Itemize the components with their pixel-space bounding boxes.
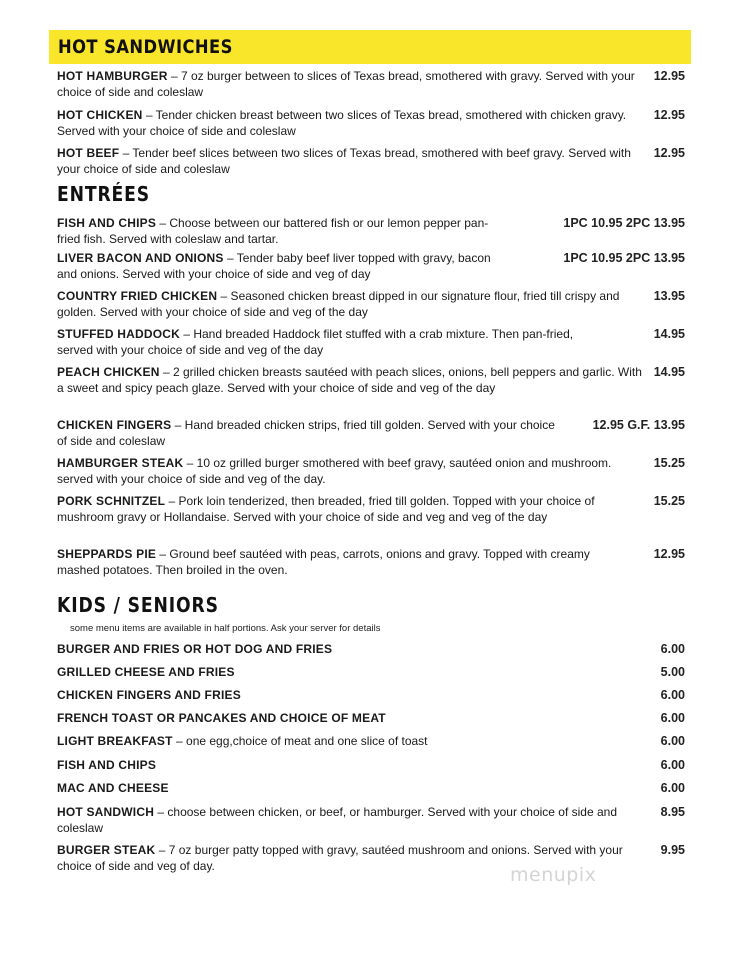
item-name: HOT BEEF: [57, 146, 120, 160]
menu-item-liver-bacon-onions: [57, 251, 687, 282]
item-price: 14.95: [648, 365, 685, 381]
item-name: COUNTRY FRIED CHICKEN: [57, 289, 218, 303]
menu-item-chicken-fingers-fries: [57, 688, 687, 704]
menu-item-chicken-fingers: [57, 418, 687, 449]
item-price: 6.00: [655, 711, 685, 727]
item-name: HAMBURGER STEAK: [57, 456, 184, 470]
item-price: 9.95: [655, 843, 685, 859]
item-price: 8.95: [655, 805, 685, 821]
item-description: – Ground beef sautéed with peas, carrots, onions and gravy. Topped with creamy mashed potatoes. Then broiled in the oven.: [57, 547, 590, 577]
item-description: – 2 grilled chicken breasts sautéed with peach slices, onions, bell peppers and garlic. With a sweet and spicy peach glaze. Served with your choice of side and veg of the day: [57, 365, 642, 395]
item-name: PORK SCHNITZEL: [57, 494, 166, 508]
menu-item-pork-schnitzel: [57, 494, 687, 525]
menu-item-light-breakfast: [57, 734, 687, 750]
menu-item-hot-hamburger: [57, 69, 687, 100]
item-name: HOT SANDWICH: [57, 805, 155, 819]
item-price: 5.00: [655, 665, 685, 681]
menu-item-burger-hotdog-fries: [57, 642, 687, 658]
item-description: – Hand breaded chicken strips, fried till golden. Served with your choice of side and coleslaw: [57, 418, 555, 448]
item-name: CHICKEN FINGERS AND FRIES: [57, 688, 241, 702]
item-description: – Pork loin tenderized, then breaded, fried till golden. Topped with your choice of mushroom gravy or Hollandaise. Served with your choice of side and veg and veg of the day: [57, 494, 595, 524]
item-price: 12.95 G.F. 13.95: [587, 418, 685, 434]
menu-item-kids-fish-and-chips: [57, 758, 687, 774]
item-name: LIGHT BREAKFAST: [57, 734, 173, 748]
menu-item-grilled-cheese-fries: [57, 665, 687, 681]
menu-item-stuffed-haddock: [57, 327, 687, 358]
hot-sandwiches-title: HOT SANDWICHES: [58, 36, 233, 58]
item-price: 12.95: [648, 547, 685, 563]
menu-item-mac-and-cheese: [57, 781, 687, 797]
item-price: 14.95: [648, 327, 685, 343]
item-name: FRENCH TOAST OR PANCAKES AND CHOICE OF MEAT: [57, 711, 386, 725]
item-description: – 10 oz grilled burger smothered with beef gravy, sautéed onion and mushroom. served with your choice of side and veg of the day.: [57, 456, 612, 486]
item-description: – 7 oz burger patty topped with gravy, sautéed mushroom and onions. Served with your choice of side and veg of day.: [57, 843, 623, 873]
item-description: – Seasoned chicken breast dipped in our signature flour, fried till crispy and golden. Served with your choice of side and veg of the day: [57, 289, 620, 319]
menu-item-hot-beef: [57, 146, 687, 177]
item-price: 12.95: [648, 146, 685, 162]
item-price: 15.25: [648, 494, 685, 510]
item-price: 6.00: [655, 734, 685, 750]
item-price: 6.00: [655, 758, 685, 774]
item-name: CHICKEN FINGERS: [57, 418, 172, 432]
menu-item-fish-and-chips: [57, 216, 687, 247]
menu-item-hamburger-steak: [57, 456, 687, 487]
item-price: 12.95: [648, 108, 685, 124]
item-description: – one egg,choice of meat and one slice of toast: [172, 734, 428, 748]
item-price: 1PC 10.95 2PC 13.95: [557, 251, 685, 267]
item-description: – Hand breaded Haddock filet stuffed with a crab mixture. Then pan-fried, served with your choice of side and veg of the day: [57, 327, 574, 357]
item-name: STUFFED HADDOCK: [57, 327, 180, 341]
item-name: SHEPPARDS PIE: [57, 547, 157, 561]
item-name: BURGER AND FRIES OR HOT DOG AND FRIES: [57, 642, 333, 656]
item-name: LIVER BACON AND ONIONS: [57, 251, 224, 265]
item-name: FISH AND CHIPS: [57, 758, 157, 772]
menu-item-country-fried-chicken: [57, 289, 687, 320]
item-description: – Choose between our battered fish or our lemon pepper pan-fried fish. Served with coleslaw and tartar.: [57, 216, 489, 246]
item-name: HOT CHICKEN: [57, 108, 143, 122]
menupix-watermark: menupix: [510, 864, 597, 886]
item-price: 6.00: [655, 642, 685, 658]
item-name: HOT HAMBURGER: [57, 69, 168, 83]
kids-seniors-note: some menu items are available in half portions. Ask your server for details: [70, 623, 381, 634]
item-description: – Tender chicken breast between two slices of Texas bread, smothered with chicken gravy. Served with your choice of side and coleslaw: [57, 108, 627, 138]
menu-item-hot-chicken: [57, 108, 687, 139]
item-description: – Tender baby beef liver topped with gravy, bacon and onions. Served with your choice of side and veg of day: [57, 251, 491, 281]
item-price: 6.00: [655, 688, 685, 704]
item-name: FISH AND CHIPS: [57, 216, 157, 230]
entrees-title: ENTRÉES: [57, 182, 151, 206]
item-price: 12.95: [648, 69, 685, 85]
kids-seniors-title: KIDS / SENIORS: [57, 593, 219, 617]
hot-sandwiches-banner: [49, 30, 691, 64]
item-name: PEACH CHICKEN: [57, 365, 160, 379]
menu-item-french-toast-pancakes: [57, 711, 687, 727]
item-name: GRILLED CHEESE AND FRIES: [57, 665, 235, 679]
item-price: 1PC 10.95 2PC 13.95: [557, 216, 685, 232]
item-name: BURGER STEAK: [57, 843, 156, 857]
menu-item-sheppards-pie: [57, 547, 687, 578]
item-description: – choose between chicken, or beef, or hamburger. Served with your choice of side and coleslaw: [57, 805, 617, 835]
menu-item-peach-chicken: [57, 365, 687, 396]
item-price: 13.95: [648, 289, 685, 305]
item-description: – Tender beef slices between two slices of Texas bread, smothered with beef gravy. Served with your choice of side and coleslaw: [57, 146, 631, 176]
item-name: MAC AND CHEESE: [57, 781, 169, 795]
item-price: 15.25: [648, 456, 685, 472]
menu-item-hot-sandwich: [57, 805, 687, 836]
item-description: – 7 oz burger between to slices of Texas bread, smothered with gravy. Served with your choice of side and coleslaw: [57, 69, 635, 99]
item-price: 6.00: [655, 781, 685, 797]
